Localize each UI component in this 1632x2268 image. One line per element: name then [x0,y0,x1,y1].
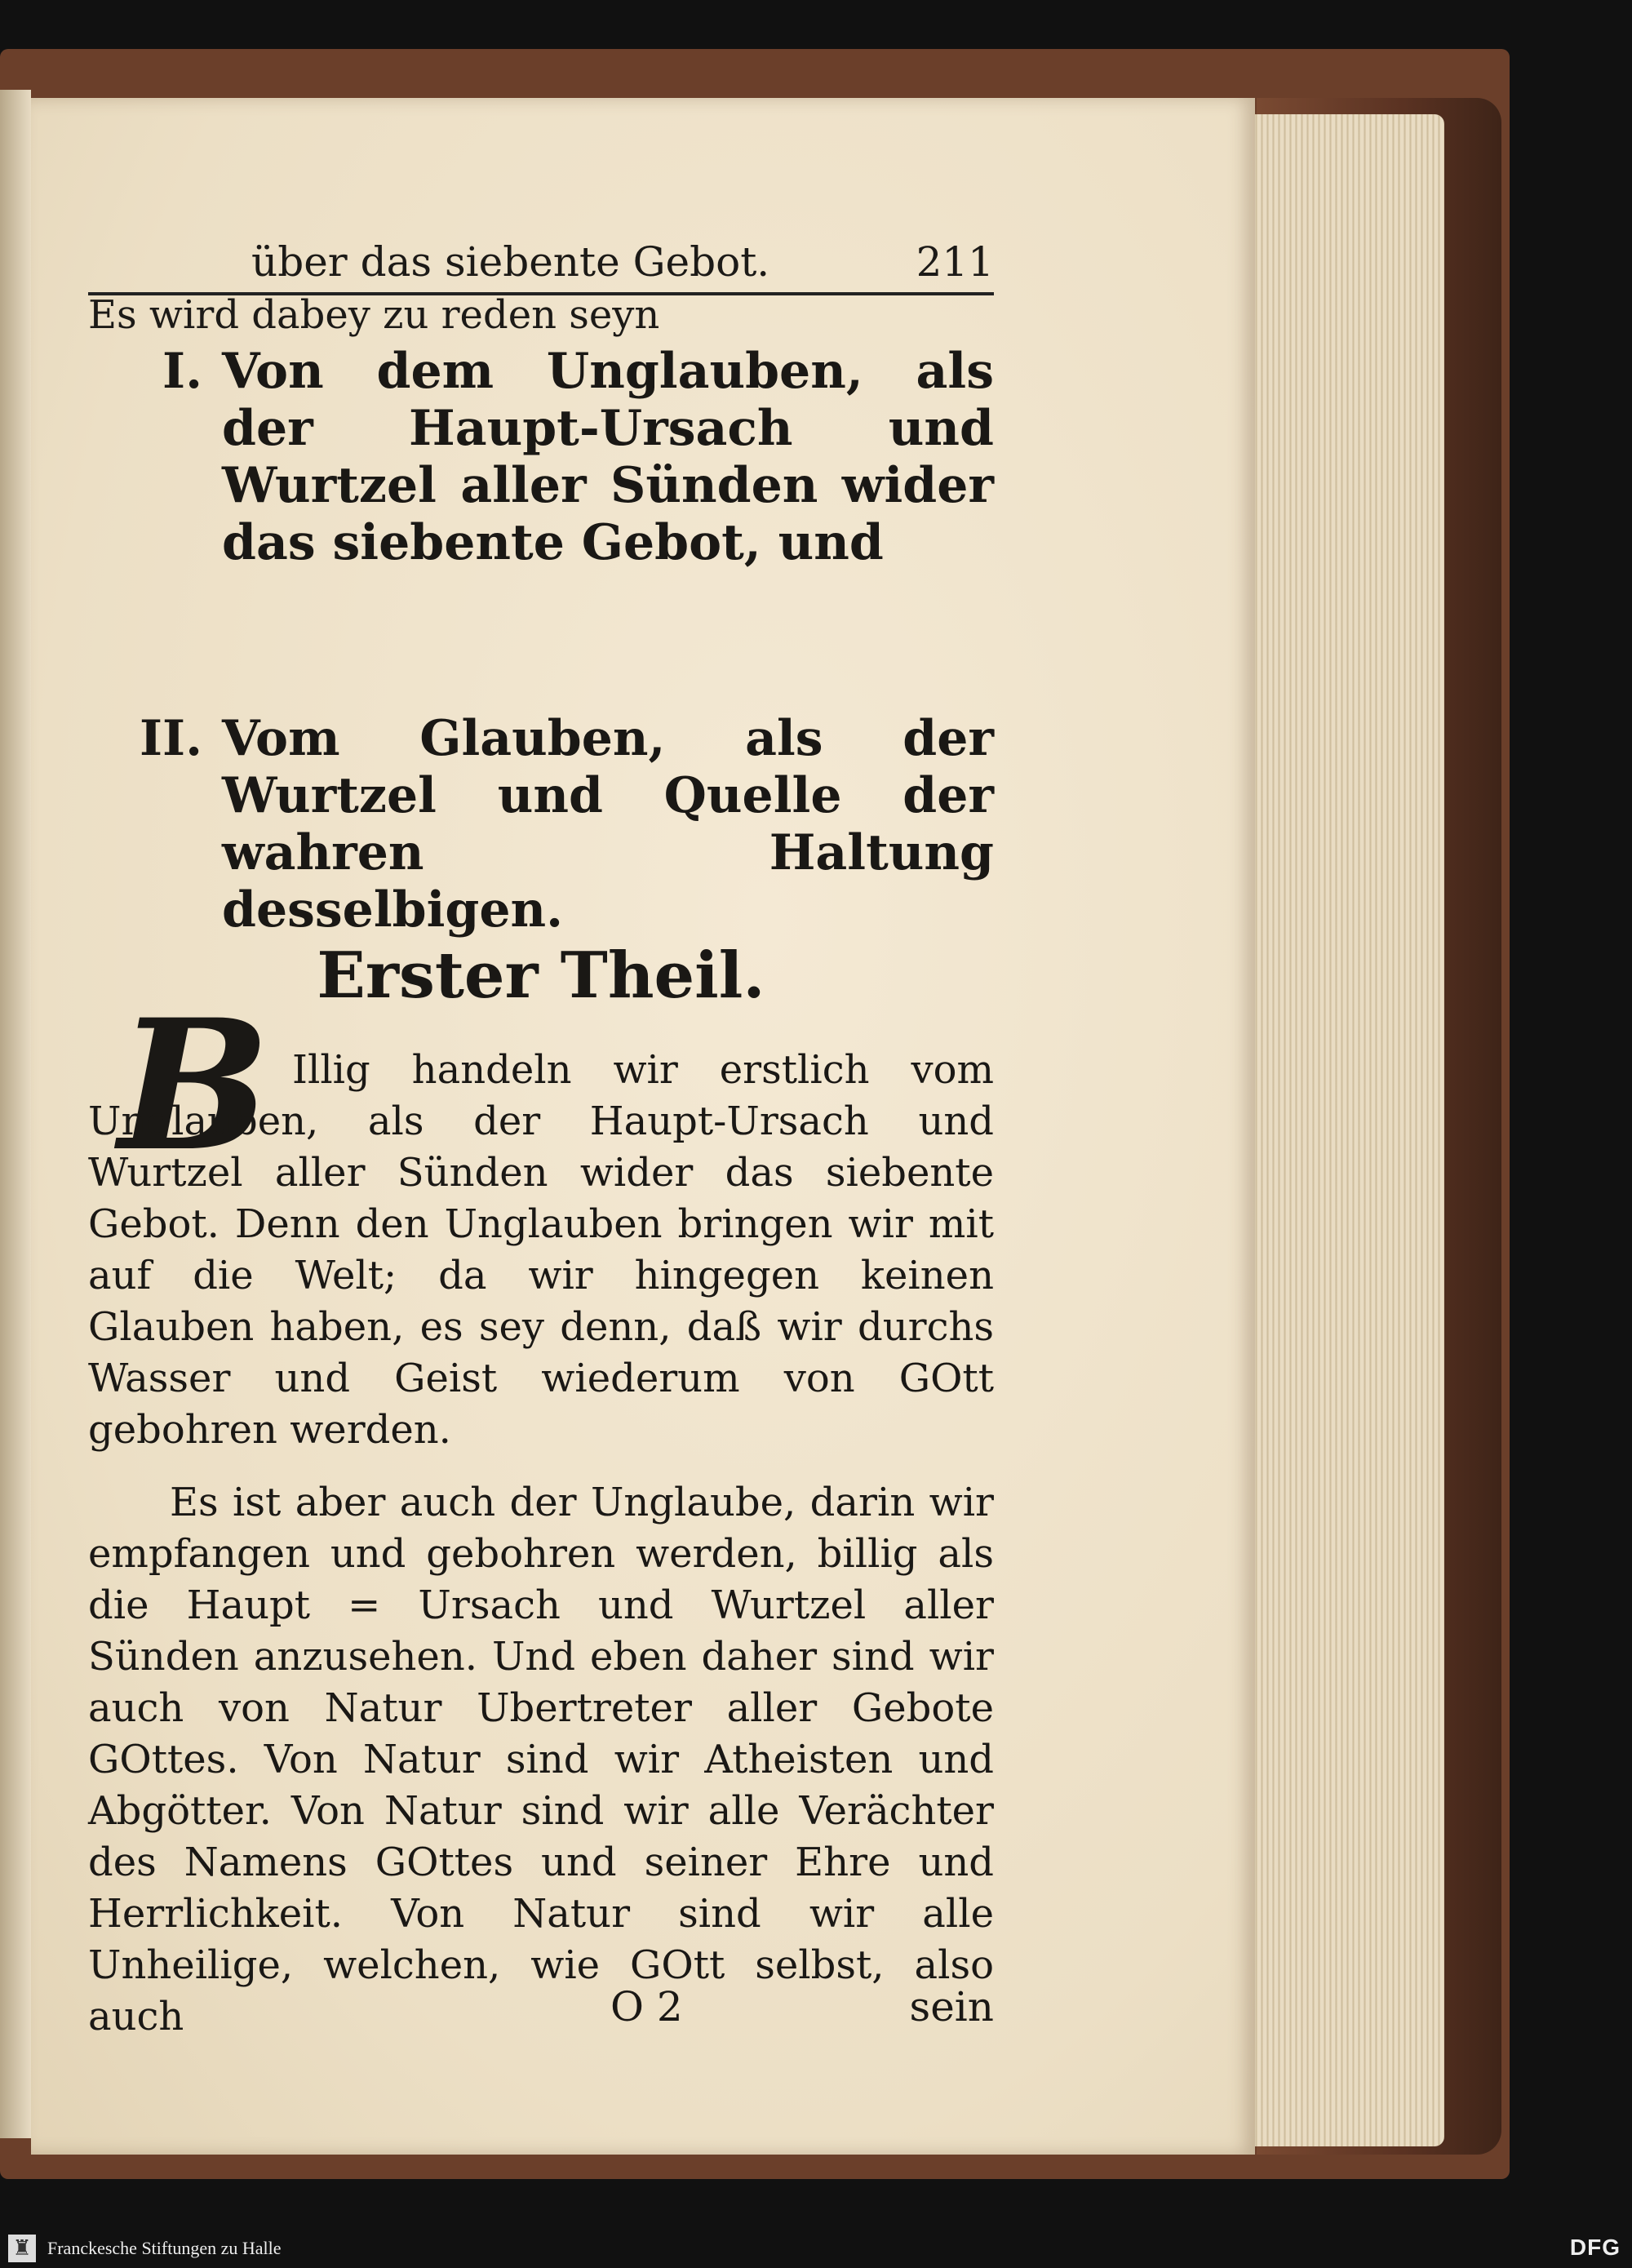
paragraph: Es ist aber auch der Unglaube, darin wir empfangen und gebohren werden, billig als die Haupt = Ursach und Wurtzel aller Sünden anzusehen. Und eben daher sind wir auch von Natur Ubertreter aller Gebote GOttes. Von Natur sind wir Atheisten und Abgötter. Von Natur sind wir alle Verächter des Namens GOttes und seiner Ehre und Herrlichkeit. Von Natur sind wir alle Unheilige, welchen, wie GOtt selbst, also auch [88,1480,994,2039]
institution-logo-icon: ♜ [8,2235,36,2262]
running-title: über das siebente Gebot. [251,238,770,286]
book-page [31,98,1255,2155]
list-item [88,343,994,571]
paragraph: Illig handeln wir erstlich vom Unglauben, als der Haupt-Ursach und Wurtzel aller Sünden wider das siebente Gebot. Denn den Unglauben bringen wir mit auf die Welt; da wir hingegen keinen Glauben haben, es sey denn, daß wir durchs Wasser und Geist wiederum von GOtt gebohren werden. [88,1047,994,1453]
signature-mark: O 2 [610,1983,683,2031]
page-number: 211 [916,238,994,286]
list-text: Von dem Unglauben, als der Haupt-Ursach und Wurtzel aller Sünden wider das siebente Gebot, und [222,343,994,571]
page-edges [1240,114,1444,2146]
gutter [0,90,31,2138]
catchword: sein [909,1983,994,2031]
list-item [88,710,994,939]
drop-cap-initial: B [118,979,270,1191]
list-text: Vom Glauben, als der Wurtzel und Quelle der wahren Haltung desselbigen. [222,710,994,939]
viewer-footer [0,2228,1632,2268]
intro-line: Es wird dabey zu reden seyn [88,292,660,338]
section-heading: Erster Theil. [317,939,765,1013]
list-numeral: II. [139,710,202,767]
list-numeral: I. [162,343,202,400]
running-head [88,212,994,295]
institution-name: Franckesche Stiftungen zu Halle [47,2238,282,2258]
funder-logo: DFG [1569,2235,1621,2260]
